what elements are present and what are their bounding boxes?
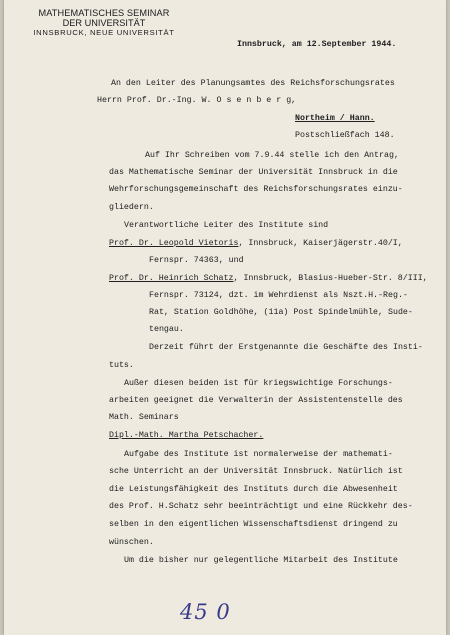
body-line: die Leistungsfähigkeit des Instituts durch die Abwesenheit — [109, 485, 398, 494]
body-line: Auf Ihr Schreiben vom 7.9.44 stelle ich den Antrag, — [145, 151, 399, 160]
letterhead — [24, 8, 184, 38]
body-line: Außer diesen beiden ist für kriegswichtige Forschungs- — [124, 379, 393, 388]
body-line: wünschen. — [109, 538, 154, 547]
body-line: sche Unterricht an der Universität Innsbruck. Natürlich ist — [109, 467, 403, 476]
schatz-address: , Innsbruck, Blasius-Hueber-Str. 8/III, — [233, 274, 428, 283]
schatz-line — [109, 274, 428, 284]
handwritten-page-number: 45 0 — [180, 600, 231, 624]
vietoris-line — [109, 239, 403, 249]
petschacher-line: Dipl.-Math. Martha Petschacher. — [109, 431, 264, 440]
letterhead-line-2: DER UNIVERSITÄT — [62, 18, 146, 28]
body-line: des Prof. H.Schatz sehr beeinträchtigt und eine Rückkehr des- — [109, 502, 413, 511]
body-line: Derzeit führt der Erstgenannte die Geschäfte des Insti- — [149, 343, 423, 352]
address-line-2: Herrn Prof. Dr.-Ing. W. O s e n b e r g, — [97, 96, 297, 105]
body-line: tengau. — [149, 325, 184, 334]
body-line: Um die bisher nur gelegentliche Mitarbeit des Institute — [124, 556, 398, 565]
body-line: das Mathematische Seminar der Universität Innsbruck in die — [109, 168, 398, 177]
date-line: Innsbruck, am 12.September 1944. — [237, 40, 397, 49]
body-line: Rat, Station Goldhöhe, (11a) Post Spindelmühle, Sude- — [149, 308, 413, 317]
body-line: selben in den eigentlichen Wissenschaftsdienst dringend zu — [109, 520, 398, 529]
body-line: Math. Seminars — [109, 413, 179, 422]
letter-page — [4, 0, 446, 635]
body-line: gliedern. — [109, 203, 154, 212]
vietoris-name: Prof. Dr. Leopold Vietoris — [109, 239, 239, 248]
address-city: Northeim / Hann. — [295, 114, 375, 123]
body-line: Fernspr. 74363, und — [149, 256, 244, 265]
body-line: Verantwortliche Leiter des Institute sind — [124, 221, 329, 230]
address-postbox: Postschließfach 148. — [295, 131, 395, 140]
body-line: Wehrforschungsgemeinschaft des Reichsforschungsrates einzu- — [109, 185, 403, 194]
address-line-1: An den Leiter des Planungsamtes des Reichsforschungsrates — [111, 79, 395, 88]
letterhead-line-1: MATHEMATISCHES SEMINAR — [38, 8, 170, 18]
letterhead-line-3: INNSBRUCK, NEUE UNIVERSITÄT — [33, 28, 175, 37]
body-line: arbeiten geeignet die Verwalterin der Assistentenstelle des — [109, 396, 403, 405]
body-line: Fernspr. 73124, dzt. im Wehrdienst als Nszt.H.-Reg.- — [149, 291, 408, 300]
body-line: tuts. — [109, 361, 134, 370]
schatz-name: Prof. Dr. Heinrich Schatz — [109, 274, 234, 283]
vietoris-address: , Innsbruck, Kaiserjägerstr.40/I, — [238, 239, 403, 248]
body-line: Aufgabe des Institute ist normalerweise der mathemati- — [124, 450, 393, 459]
